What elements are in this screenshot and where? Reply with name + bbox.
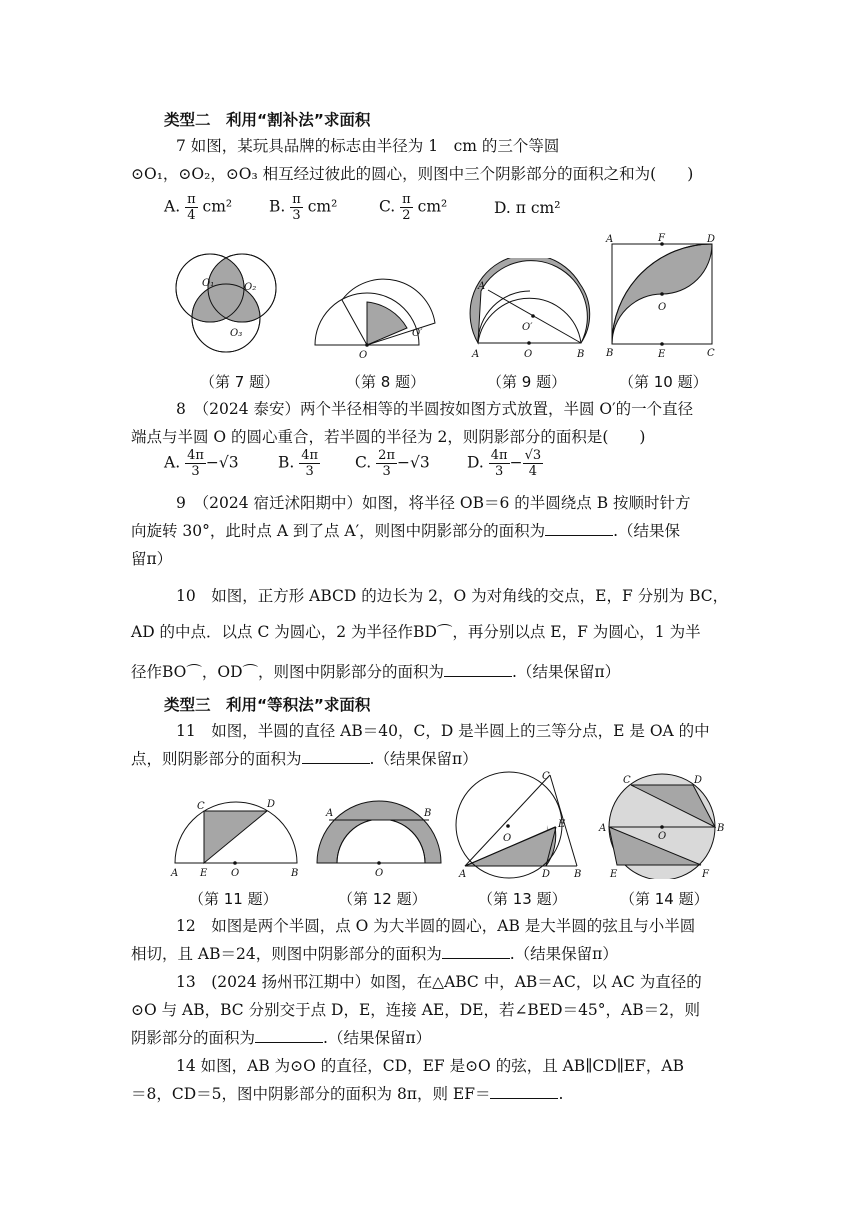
q7-line-2: ⊙O₁，⊙O₂，⊙O₃ 相互经过彼此的圆心，则图中三个阴影部分的面积之和为( ) [131,165,694,183]
q13-line-1: 13 (2024 扬州邗江期中）如图，在△ABC 中，AB＝AC，以 AC 为直径的 [176,973,702,991]
q7-option-c[interactable]: C. $\frac{\pi}{2}$ cm² [379,192,448,223]
fig13-label-b: B [574,869,582,879]
q13-line-2: ⊙O 与 AB，BC 分别交于点 D，E，连接 AE，DE，若∠BED＝45°，AB＝2，则 [131,1001,700,1019]
fig13-label-o: O [503,833,512,844]
fig8-label-o: O [359,350,368,361]
fig8-label-o-prime: O′ [412,328,423,339]
q11-line-1: 11 如图，半圆的直径 AB＝40，C，D 是半圆上的三等分点，E 是 OA 的中 [176,722,710,740]
fig10-label-d: D [707,234,716,245]
figure-8 [310,258,445,363]
q12-answer-blank[interactable] [442,944,510,959]
q12-line-1: 12 如图是两个半圆，点 O 为大半圆的圆心，AB 是大半圆的弦且与小半圆 [176,917,696,935]
q11-line-2: 点，则阴影部分的面积为 .（结果保留π） [131,750,478,768]
q8-line-1: 8 （2024 泰安）两个半径相等的半圆按如图方式放置，半圆 O′的一个直径 [176,400,694,418]
fig10-label-e: E [658,349,666,360]
q9-line-3: 留π） [131,550,173,568]
fig11-label-b: B [291,868,299,878]
figure-9 [468,258,603,363]
fig13-label-d: D [542,869,551,879]
figure-13 [450,771,590,879]
fig14-label-d: D [694,775,703,786]
fig11-label-o: O [231,868,240,878]
q10-line-3: 径作BO⌒，OD⌒，则图中阴影部分的面积为 .（结果保留π） [131,663,621,681]
figure-11 [165,796,305,878]
fig11-label-c: C [197,801,205,812]
fig7-label-o1: O₁ [202,278,215,289]
q10-line-2: AD 的中点．以点 C 为圆心，2 为半径作BD⌒，再分别以点 E，F 为圆心，1 为半 [131,623,701,641]
fig13-caption: （第 13 题） [478,890,567,908]
figure-10 [600,230,730,365]
q8-line-2: 端点与半圆 O 的圆心重合，若半圆的半径为 2，则阴影部分的面积是( ) [131,428,646,446]
fig10-label-f: F [658,233,665,244]
q9-answer-blank[interactable] [545,521,613,536]
q9-line-1: 9 （2024 宿迁沭阳期中）如图，将半径 OB＝6 的半圆绕点 B 按顺时针方 [176,494,691,512]
figure-12 [314,796,444,878]
fig11-label-a: A [171,868,179,878]
fig14-label-o: O [658,831,667,842]
fig12-caption: （第 12 题） [338,890,427,908]
q9-line-2: 向旋转 30°，此时点 A 到了点 A′，则图中阴影部分的面积为 .（结果保 [131,522,681,540]
fig12-label-a: A [326,808,334,819]
fig10-label-c: C [707,348,715,359]
q10-answer-blank[interactable] [444,662,512,677]
q14-answer-blank[interactable] [490,1084,558,1099]
q14-line-2: ＝8，CD＝5，图中阴影部分的面积为 8π，则 EF＝ . [131,1085,564,1103]
fig14-label-b: B [717,823,725,834]
fig7-label-o3: O₃ [230,328,243,339]
fig9-label-o: O [524,349,533,360]
figure-14 [596,771,728,879]
fig13-label-a: A [459,869,467,879]
fig10-label-a: A [606,234,614,245]
fig14-label-f: F [702,869,709,879]
section-2-title: 类型二 利用“割补法”求面积 [164,111,371,129]
fig14-caption: （第 14 题） [620,890,709,908]
q7-line-1: 7 如图，某玩具品牌的标志由半径为 1 cm 的三个等圆 [176,137,560,155]
fig9-label-a: A [472,349,480,360]
q8-option-c[interactable]: C. $\frac{2\pi}{3}$ −√3 [355,448,430,479]
q8-option-b[interactable]: B. $\frac{4\pi}{3}$ [278,448,319,479]
q11-answer-blank[interactable] [302,749,370,764]
q14-line-1: 14 如图，AB 为⊙O 的直径，CD，EF 是⊙O 的弦，且 AB∥CD∥EF，AB [176,1057,684,1075]
q13-answer-blank[interactable] [255,1028,323,1043]
q7-option-a[interactable]: A. $\frac{\pi}{4}$ cm² [164,192,233,223]
fig9-label-b: B [577,349,585,360]
q10-line-1: 10 如图，正方形 ABCD 的边长为 2，O 为对角线的交点，E，F 分别为 BC， [176,587,729,605]
fig8-caption: （第 8 题） [346,373,426,391]
fig14-label-a: A [599,823,607,834]
fig13-label-e: E [558,819,566,830]
fig10-label-b: B [606,348,614,359]
fig9-caption: （第 9 题） [487,373,567,391]
q7-option-d[interactable]: D. π cm² [494,199,561,217]
fig10-caption: （第 10 题） [619,373,708,391]
fig14-label-e: E [610,869,618,879]
fig11-label-e: E [200,868,208,878]
q13-line-3: 阴影部分的面积为 .（结果保留π） [131,1029,432,1047]
section-3-title: 类型三 利用“等积法”求面积 [164,696,371,714]
fig7-label-o2: O₂ [244,282,257,293]
fig7-caption: （第 7 题） [200,373,280,391]
q8-option-d[interactable]: D. $\frac{4\pi}{3}$ − $\frac{√3}{4}$ [467,448,542,479]
fig14-label-c: C [623,775,631,786]
figure-7 [170,246,290,366]
fig9-label-a-prime: A′ [478,281,488,292]
q12-line-2: 相切，且 AB＝24，则图中阴影部分的面积为 .（结果保留π） [131,945,618,963]
q7-option-b[interactable]: B. $\frac{\pi}{3}$ cm² [269,192,338,223]
fig10-label-o: O [658,302,667,313]
fig13-label-c: C [542,771,550,782]
q8-option-a[interactable]: A. $\frac{4\pi}{3}$ −√3 [164,448,239,479]
fig12-label-o: O [375,868,384,878]
fig11-caption: （第 11 题） [189,890,278,908]
fig11-label-d: D [267,799,276,810]
fig12-label-b: B [424,808,432,819]
fig9-label-o-prime: O′ [522,322,533,333]
